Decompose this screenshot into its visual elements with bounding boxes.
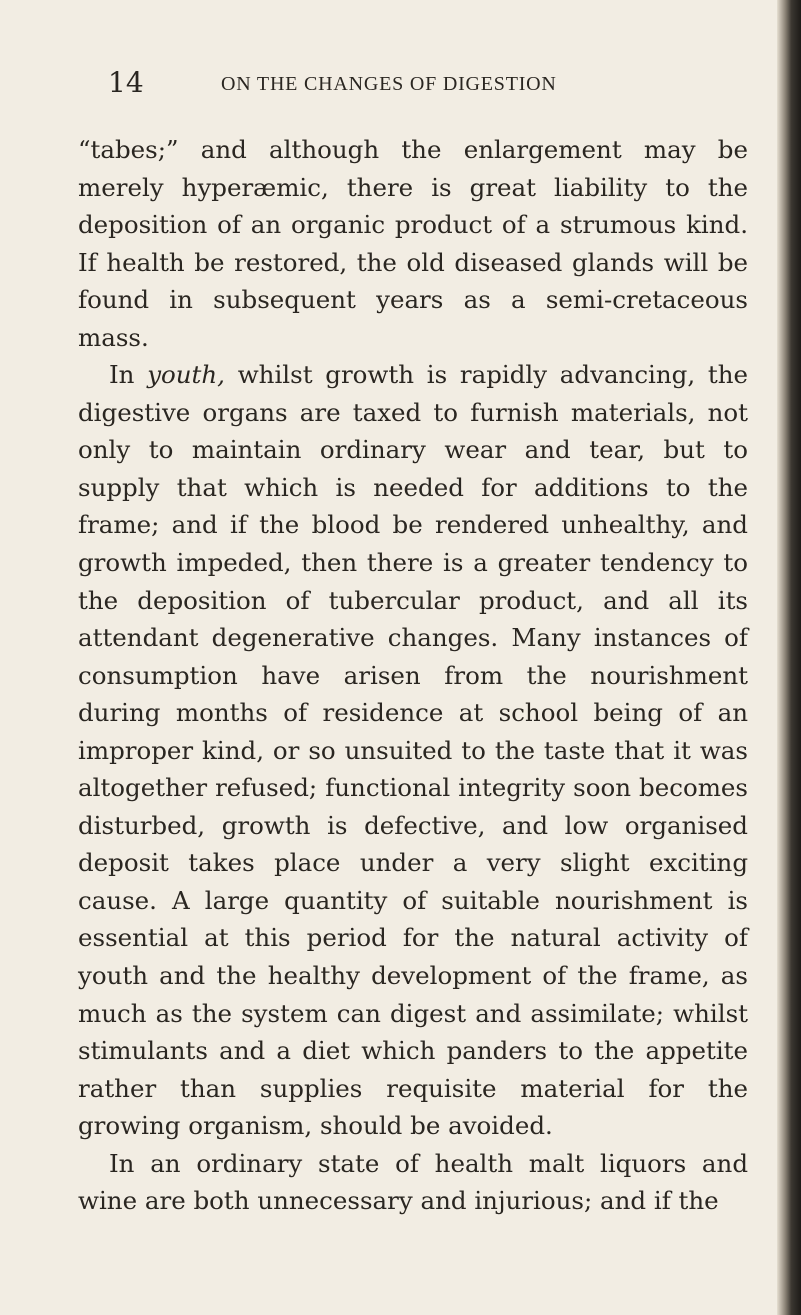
- paragraph-2-italic: youth,: [147, 360, 225, 390]
- paragraph-3: [78, 1145, 748, 1220]
- paragraph-1-text: “tabes;” and although the enlargement may be merely hyperæmic, there is great liability to the deposition of an organic product of a strumous kind. If health be restored, the old diseased glands will be found in subsequent years as a semi-cretaceous mass.: [78, 135, 748, 352]
- page-number: 14: [108, 66, 144, 99]
- running-title: ON THE CHANGES OF DIGESTION: [221, 73, 557, 95]
- paragraph-1: [78, 131, 748, 356]
- page-header: [108, 66, 748, 100]
- body-text: [78, 131, 748, 1220]
- paragraph-2-text: whilst growth is rapidly advancing, the digestive organs are taxed to furnish materials, not only to maintain ordinary wear and tear, but to supply that which is needed for additions to the frame; and if the blood be rendered unhealthy, and growth impeded, then there is a greater tendency to the deposition of tubercular product, and all its attendant degenerative changes. Many instances of consumption have arisen from the nourishment during months of residence at school being of an improper kind, or so unsuited to the taste that it was altogether refused; functional integrity soon becomes disturbed, growth is defective, and low organised deposit takes place under a very slight exciting cause. A large quantity of suitable nourishment is essential at this period for the natural activity of youth and the healthy development of the frame, as much as the system can digest and assimilate; whilst stimulants and a diet which panders to the appetite rather than supplies requisite material for the growing organism, should be avoided.: [78, 360, 748, 1141]
- paragraph-2-lead: In: [109, 360, 148, 390]
- paragraph-2: [78, 356, 748, 1144]
- paragraph-3-text: In an ordinary state of health malt liquors and wine are both unnecessary and injurious; and if the: [78, 1148, 748, 1216]
- book-spine-shadow: [777, 0, 801, 1315]
